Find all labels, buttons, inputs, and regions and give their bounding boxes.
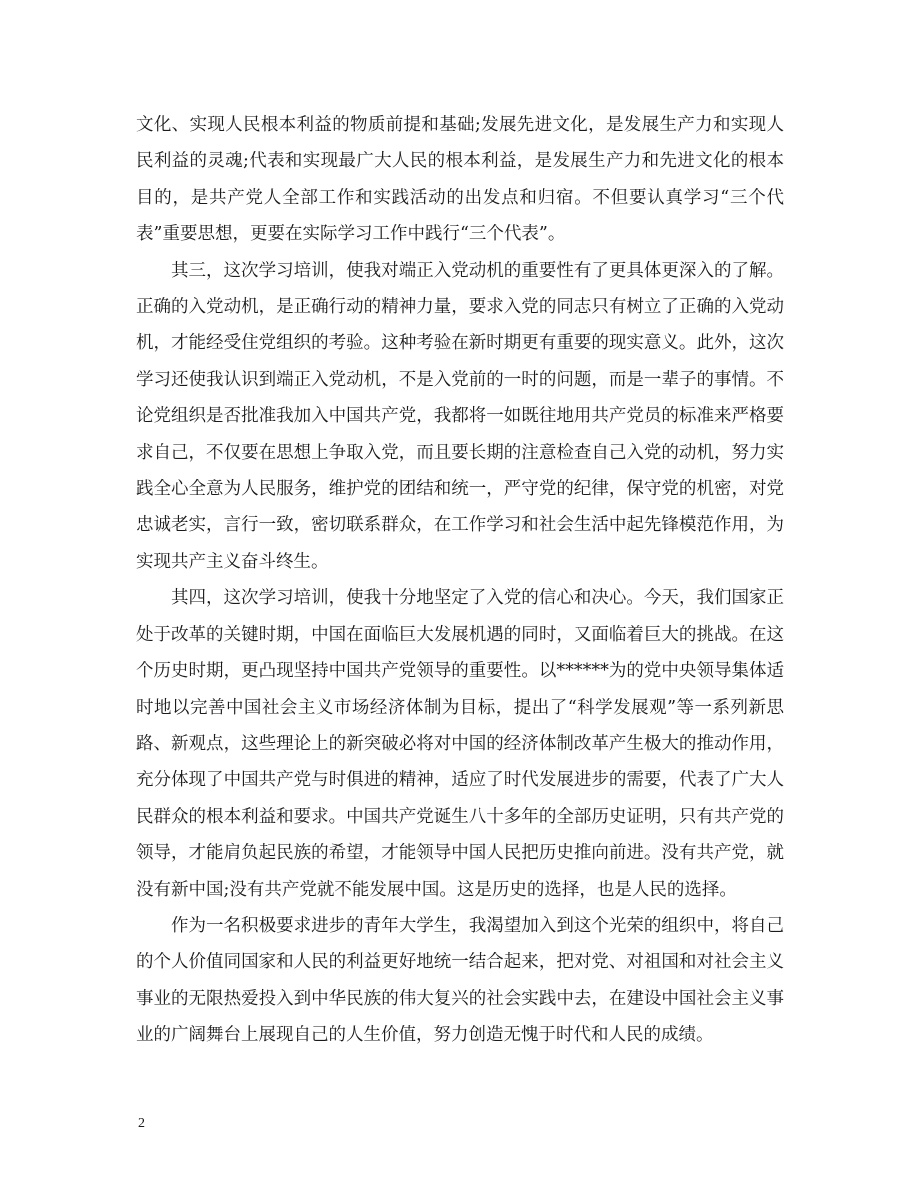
paragraph-3: 其四，这次学习培训，使我十分地坚定了入党的信心和决心。今天，我们国家正处于改革的关键时期，中国在面临巨大发展机遇的同时，又面临着巨大的挑战。在这个历史时期，更凸现坚持中国共产党领导的重要性。以******为的党中央领导集体适时地以完善中国社会主义市场经济体制为目标，提出了“科学发展观”等一系列新思路、新观点，这些理论上的新突破必将对中国的经济体制改革产生极大的推动作用，充分体现了中国共产党与时俱进的精神，适应了时代发展进步的需要，代表了广大人民群众的根本利益和要求。中国共产党诞生八十多年的全部历史证明，只有共产党的领导，才能肩负起民族的希望，才能领导中国人民把历史推向前进。没有共产党，就没有新中国;没有共产党就不能发展中国。这是历史的选择，也是人民的选择。 [136,588,784,900]
document-body [136,107,784,1054]
paragraph-2: 其三，这次学习培训，使我对端正入党动机的重要性有了更具体更深入的了解。正确的入党动机，是正确行动的精神力量，要求入党的同志只有树立了正确的入党动机，才能经受住党组织的考验。这种考验在新时期更有重要的现实意义。此外，这次学习还使我认识到端正入党动机，不是入党前的一时的问题，而是一辈子的事情。不论党组织是否批准我加入中国共产党，我都将一如既往地用共产党员的标准来严格要求自己，不仅要在思想上争取入党，而且要长期的注意检查自己入党的动机，努力实践全心全意为人民服务，维护党的团结和统一，严守党的纪律，保守党的机密，对党忠诚老实，言行一致，密切联系群众，在工作学习和社会生活中起先锋模范作用，为实现共产主义奋斗终生。 [136,260,784,572]
paragraph-4: 作为一名积极要求进步的青年大学生，我渴望加入到这个光荣的组织中，将自己的个人价值同国家和人民的利益更好地统一结合起来，把对党、对祖国和对社会主义事业的无限热爱投入到中华民族的伟大复兴的社会实践中去，在建设中国社会主义事业的广阔舞台上展现自己的人生价值，努力创造无愧于时代和人民的成绩。 [136,915,784,1046]
page-number: 2 [138,1116,145,1131]
paragraph-1: 文化、实现人民根本利益的物质前提和基础;发展先进文化，是发展生产力和实现人民利益的灵魂;代表和实现最广大人民的根本利益，是发展生产力和先进文化的根本目的，是共产党人全部工作和实践活动的出发点和归宿。不但要认真学习“三个代表”重要思想，更要在实际学习工作中践行“三个代表”。 [136,115,784,245]
